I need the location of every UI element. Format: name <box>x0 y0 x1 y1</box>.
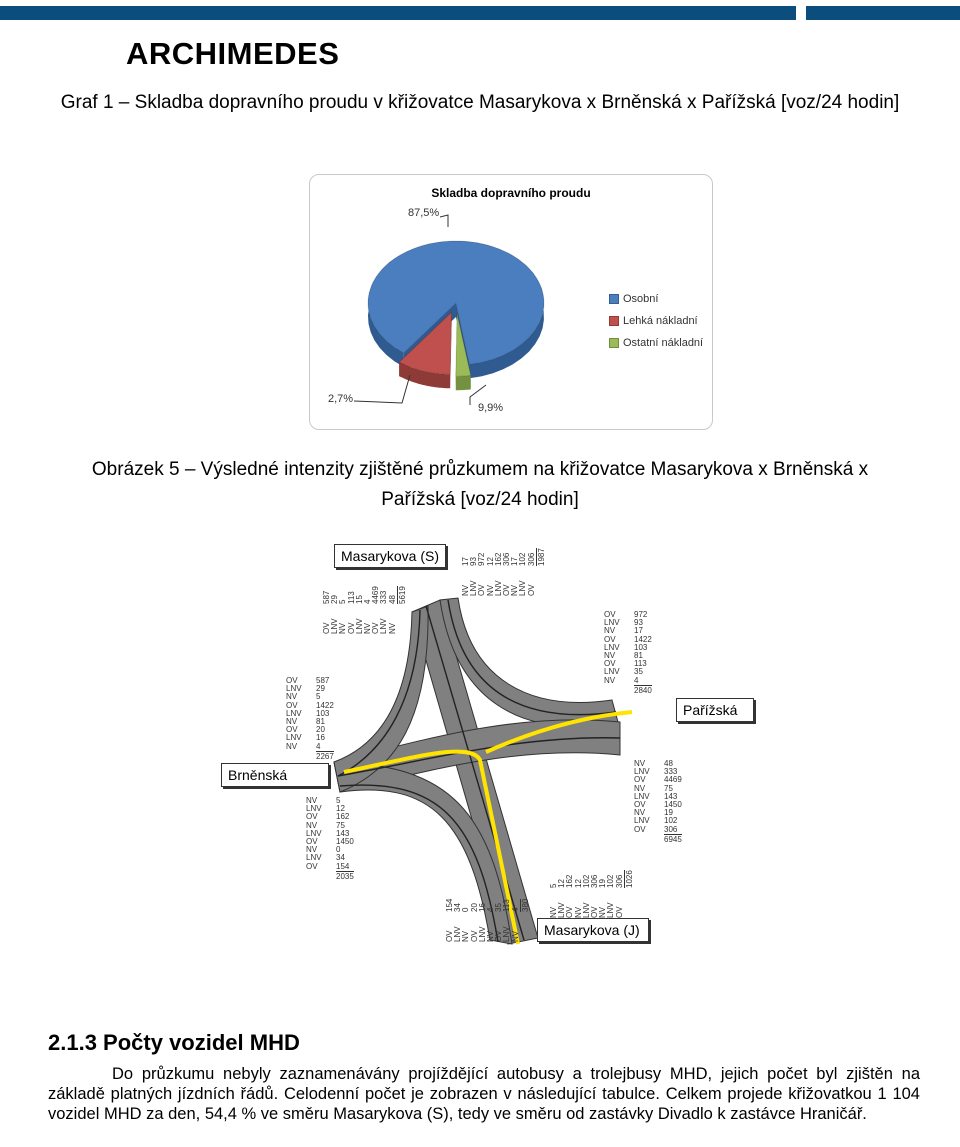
count-value: 93 <box>469 557 479 566</box>
count-value: 103 <box>634 642 648 652</box>
counts-masarykova-s-out <box>462 548 546 596</box>
count-value: 143 <box>336 828 350 838</box>
count-total: 2267 <box>316 751 334 761</box>
vehicle-class: LNV <box>604 642 620 652</box>
count-value: 20 <box>469 903 479 912</box>
vehicle-class: NV <box>363 622 373 634</box>
count-value: 1450 <box>336 837 354 847</box>
vehicle-class: LNV <box>518 580 528 596</box>
count-value: 102 <box>606 874 616 888</box>
counts-masarykova-j-out <box>550 870 634 918</box>
vehicle-class: NV <box>461 930 471 942</box>
vehicle-class: NV <box>573 906 583 918</box>
count-value: 4 <box>486 907 496 912</box>
count-value: 17 <box>634 626 643 636</box>
vehicle-class: OV <box>604 659 616 669</box>
count-value: 12 <box>573 879 583 888</box>
section-heading: 2.1.3 Počty vozidel MHD <box>48 1030 300 1055</box>
vehicle-class: OV <box>590 906 600 918</box>
vehicle-class: OV <box>634 824 646 834</box>
count-value: 4 <box>510 907 520 912</box>
vehicle-class: NV <box>604 651 616 661</box>
vehicle-class: NV <box>286 717 298 727</box>
count-value: 75 <box>664 783 673 793</box>
vehicle-class: OV <box>604 634 616 644</box>
count-row <box>286 743 334 751</box>
vehicle-class: LNV <box>493 580 503 596</box>
count-value: 1422 <box>316 700 334 710</box>
vehicle-class: NV <box>461 584 470 596</box>
counts-north-left-wrap <box>323 586 407 634</box>
vehicle-class: OV <box>634 775 646 785</box>
count-value: 93 <box>634 618 643 628</box>
vehicle-class: NV <box>338 622 348 634</box>
count-value: 0 <box>461 907 471 912</box>
vehicle-class: OV <box>306 812 318 822</box>
count-value: 972 <box>477 552 487 566</box>
vehicle-class: LNV <box>502 926 512 942</box>
vehicle-class: OV <box>502 584 512 596</box>
count-value: 29 <box>330 595 340 604</box>
vehicle-class: OV <box>445 930 454 942</box>
counts-south-right-wrap <box>550 870 634 918</box>
vehicle-class: OV <box>286 725 298 735</box>
counts-masarykova-j-in <box>446 899 530 942</box>
vehicle-class: OV <box>322 622 331 634</box>
count-value: 34 <box>336 853 345 863</box>
counts-north-right-wrap <box>462 548 546 596</box>
vehicle-class: OV <box>306 837 318 847</box>
count-value: 103 <box>316 708 330 718</box>
legend-label: Ostatní nákladní <box>623 337 704 349</box>
count-value: 12 <box>557 879 567 888</box>
count-value: 15 <box>354 595 364 604</box>
count-value: 17 <box>461 557 470 566</box>
vehicle-class: LNV <box>286 684 302 694</box>
count-value: 75 <box>336 820 345 830</box>
vehicle-class: NV <box>286 741 298 751</box>
vehicle-class: OV <box>306 861 318 871</box>
count-value: 5 <box>316 692 321 702</box>
count-value: 102 <box>518 552 528 566</box>
graph-caption: Graf 1 – Skladba dopravního proudu v křižovatce Masarykova x Brněnská x Pařížská [voz/24 hodin] <box>60 92 900 113</box>
count-value: 0 <box>336 845 341 855</box>
count-row <box>528 548 536 596</box>
logo-text: ARCHIMEDES <box>126 36 340 71</box>
vehicle-class: LNV <box>306 853 322 863</box>
count-value: 5 <box>336 796 341 805</box>
count-value: 306 <box>664 824 678 834</box>
count-value: 154 <box>336 861 350 871</box>
vehicle-class: NV <box>510 584 520 596</box>
vehicle-class: LNV <box>634 767 650 777</box>
count-value: 102 <box>664 816 678 826</box>
vehicle-class: OV <box>634 800 646 810</box>
count-value: 5 <box>549 883 558 888</box>
count-value: 162 <box>493 552 503 566</box>
count-value: 1422 <box>634 634 652 644</box>
vehicle-class: LNV <box>379 618 389 634</box>
count-value: 333 <box>379 590 389 604</box>
vehicle-class: OV <box>346 622 356 634</box>
section-paragraph <box>48 1064 920 1124</box>
vehicle-class: OV <box>604 610 616 619</box>
vehicle-class: LNV <box>604 618 620 628</box>
count-value: 48 <box>664 759 673 768</box>
vehicle-class: LNV <box>453 926 463 942</box>
label-parizska: Pařížská <box>676 698 754 722</box>
vehicle-class: LNV <box>286 708 302 718</box>
counts-south-left-wrap <box>446 899 530 942</box>
label-masarykova-j: Masarykova (J) <box>537 918 649 942</box>
vehicle-class: NV <box>634 808 646 818</box>
vehicle-class: NV <box>604 626 616 636</box>
count-value: 306 <box>502 552 512 566</box>
vehicle-class: LNV <box>557 902 567 918</box>
count-value: 35 <box>494 903 504 912</box>
data-label-ostatni: 2,7% <box>328 393 354 405</box>
vehicle-class: LNV <box>306 804 322 814</box>
count-value: 81 <box>316 717 325 727</box>
count-row <box>306 863 354 871</box>
vehicle-class: OV <box>371 622 381 634</box>
count-value: 17 <box>510 557 520 566</box>
vehicle-class: LNV <box>604 667 620 677</box>
vehicle-class: NV <box>485 584 495 596</box>
count-value: 333 <box>664 767 678 777</box>
vehicle-class: OV <box>477 584 487 596</box>
count-value: 35 <box>634 667 643 677</box>
chart-title: Skladba dopravního proudu <box>431 186 591 200</box>
vehicle-class: OV <box>469 930 479 942</box>
count-value: 154 <box>445 898 454 912</box>
count-value: 972 <box>634 610 648 619</box>
vehicle-class: LNV <box>477 926 487 942</box>
count-value: 4469 <box>664 775 682 785</box>
count-value: 20 <box>316 725 325 735</box>
count-value: 587 <box>322 590 331 604</box>
count-total: 2035 <box>336 871 354 881</box>
count-value: 4 <box>316 741 321 751</box>
count-value: 16 <box>316 733 325 743</box>
vehicle-class: OV <box>494 930 504 942</box>
count-total: 5619 <box>397 586 407 604</box>
vehicle-class: LNV <box>306 828 322 838</box>
vehicle-class: NV <box>634 759 646 768</box>
count-row <box>512 899 520 942</box>
vehicle-class: LNV <box>469 580 479 596</box>
vehicle-class: LNV <box>606 902 616 918</box>
count-value: 19 <box>598 879 608 888</box>
count-total: 1026 <box>624 870 634 888</box>
vehicle-class: LNV <box>581 902 591 918</box>
legend-label: Osobní <box>623 293 659 305</box>
count-value: 12 <box>485 557 495 566</box>
count-value: 587 <box>316 676 330 685</box>
vehicle-class: NV <box>510 930 520 942</box>
vehicle-class: OV <box>526 584 536 596</box>
count-total: 6945 <box>664 834 682 844</box>
counts-parizska-out <box>604 611 652 695</box>
count-value: 102 <box>581 874 591 888</box>
count-value: 16 <box>477 903 487 912</box>
count-value: 113 <box>634 659 647 669</box>
counts-parizska-in <box>634 760 682 844</box>
count-value: 29 <box>316 684 325 694</box>
vehicle-class: NV <box>286 692 298 702</box>
vehicle-class: NV <box>387 622 397 634</box>
count-value: 48 <box>387 595 397 604</box>
paragraph-text: Do průzkumu nebyly zaznamenávány projíždějící autobusy a trolejbusy MHD, jejich počet byl zjištěn na základě platných jízdních řádů. Celodenní počet je zobrazen v následující tabulce. Celkem projede křižovatkou 1 104 vozidel MHD za den, 54,4 % ve směru Masarykova (S), tedy ve směru od zastávky Divadlo k zastávce Hraničář. <box>48 1065 920 1123</box>
count-value: 306 <box>590 874 600 888</box>
vehicle-class: NV <box>634 783 646 793</box>
counts-masarykova-s-in <box>323 586 407 634</box>
vehicle-class: LNV <box>330 618 340 634</box>
count-value: 306 <box>614 874 624 888</box>
count-value: 113 <box>502 899 512 912</box>
vehicle-class: NV <box>604 675 616 685</box>
data-label-lehka: 9,9% <box>478 402 504 414</box>
count-total: 2840 <box>634 685 652 695</box>
count-value: 162 <box>565 874 575 888</box>
vehicle-class: NV <box>306 820 318 830</box>
vehicle-class: OV <box>286 700 298 710</box>
count-row <box>389 586 397 634</box>
vehicle-class: LNV <box>634 816 650 826</box>
label-brnenska: Brněnská <box>221 763 329 787</box>
count-total: 380 <box>520 898 530 912</box>
vehicle-class: LNV <box>634 791 650 801</box>
count-total: 1987 <box>536 548 546 566</box>
count-value: 306 <box>526 552 536 566</box>
count-value: 1450 <box>664 800 682 810</box>
count-row <box>604 677 652 685</box>
vehicle-class: OV <box>286 676 298 685</box>
count-value: 4469 <box>371 586 381 604</box>
count-value: 19 <box>664 808 673 818</box>
counts-brnenska-in <box>286 677 334 761</box>
count-value: 4 <box>634 675 639 685</box>
legend-label: Lehká nákladní <box>623 315 698 327</box>
vehicle-class: OV <box>565 906 575 918</box>
vehicle-class: LNV <box>286 733 302 743</box>
label-masarykova-s: Masarykova (S) <box>334 544 446 568</box>
count-value: 34 <box>453 903 463 912</box>
count-row <box>634 826 682 834</box>
vehicle-class: LNV <box>354 618 364 634</box>
count-row <box>616 870 624 918</box>
count-value: 81 <box>634 651 643 661</box>
counts-brnenska-out <box>306 797 354 881</box>
vehicle-class: NV <box>549 906 558 918</box>
count-value: 113 <box>346 591 356 604</box>
vehicle-class: NV <box>306 845 318 855</box>
count-value: 162 <box>336 812 350 822</box>
vehicle-class: NV <box>306 796 318 805</box>
count-value: 143 <box>664 791 678 801</box>
data-label-osobni: 87,5% <box>408 207 440 219</box>
vehicle-class: NV <box>486 930 496 942</box>
count-value: 4 <box>363 599 373 604</box>
vehicle-class: OV <box>614 906 624 918</box>
count-value: 12 <box>336 804 345 814</box>
vehicle-class: NV <box>598 906 608 918</box>
count-value: 5 <box>338 599 348 604</box>
figure-caption: Obrázek 5 – Výsledné intenzity zjištěné průzkumem na křižovatce Masarykova x Brněnská x Pařížská [voz/24 hodin] <box>91 459 869 510</box>
